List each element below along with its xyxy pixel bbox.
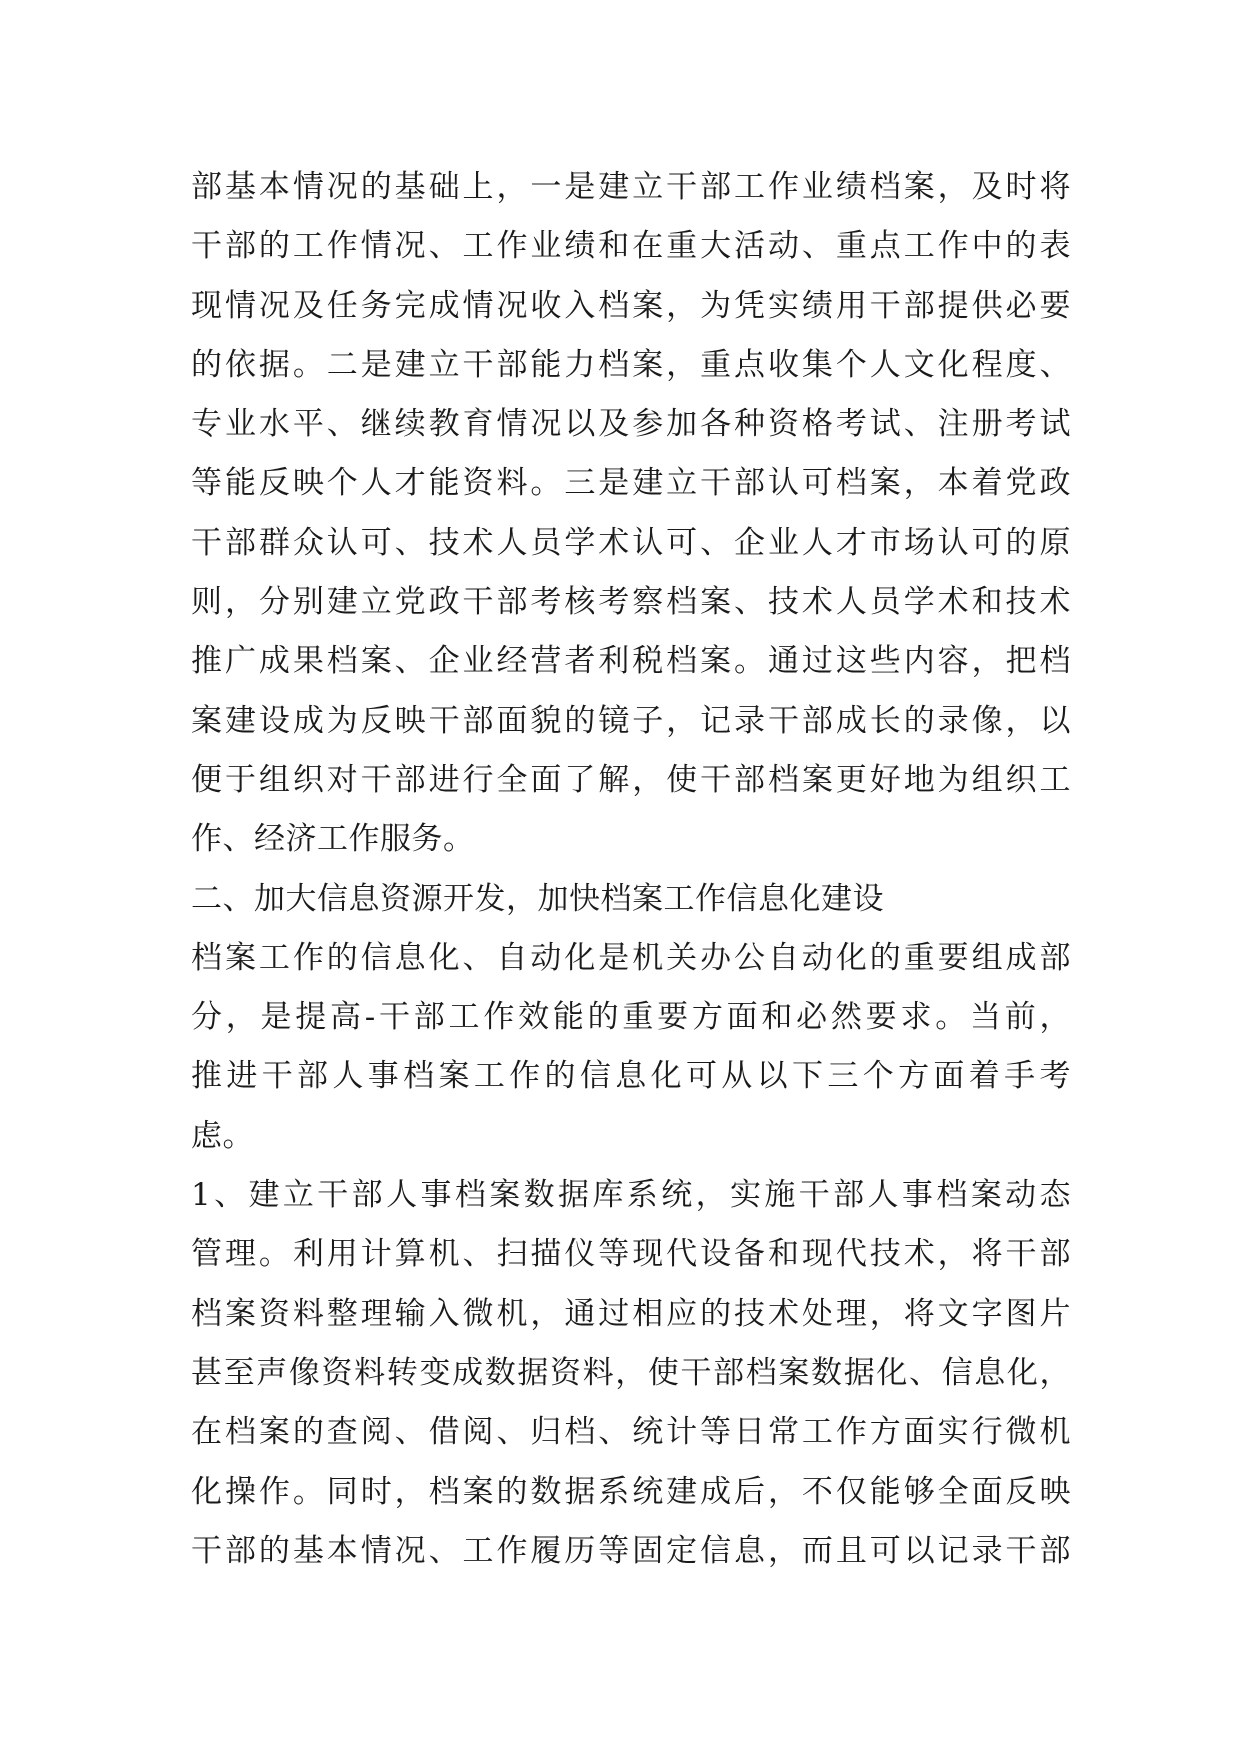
- text-line: 在档案的查阅、借阅、归档、统计等日常工作方面实行微机: [191, 1414, 1071, 1451]
- section-heading: 二、加大信息资源开发，加快档案工作信息化建设: [191, 880, 884, 917]
- text-line: 的依据。二是建立干部能力档案，重点收集个人文化程度、: [191, 346, 1071, 383]
- text-line: 推进干部人事档案工作的信息化可从以下三个方面着手考: [191, 1058, 1071, 1095]
- text-line: 干部的基本情况、工作履历等固定信息，而且可以记录干部: [191, 1532, 1071, 1569]
- text-line: 等能反映个人才能资料。三是建立干部认可档案，本着党政: [191, 465, 1071, 502]
- text-line: 部基本情况的基础上，一是建立干部工作业绩档案，及时将: [191, 169, 1071, 205]
- text-line: 则，分别建立党政干部考核考察档案、技术人员学术和技术: [191, 584, 1071, 621]
- text-line: 干部群众认可、技术人员学术认可、企业人才市场认可的原: [191, 524, 1071, 561]
- document-body: [191, 158, 1071, 1581]
- text-line: 专业水平、继续教育情况以及参加各种资格考试、注册考试: [191, 406, 1071, 443]
- text-line: 作、经济工作服务。: [191, 821, 475, 858]
- text-line: 案建设成为反映干部面貌的镜子，记录干部成长的录像，以: [191, 702, 1071, 739]
- text-line: 1、建立干部人事档案数据库系统，实施干部人事档案动态: [191, 1177, 1071, 1214]
- text-line: 便于组织对干部进行全面了解，使干部档案更好地为组织工: [191, 761, 1071, 798]
- text-line: 管理。利用计算机、扫描仪等现代设备和现代技术，将干部: [191, 1236, 1071, 1273]
- text-line: 档案工作的信息化、自动化是机关办公自动化的重要组成部: [191, 939, 1071, 976]
- text-line: 档案资料整理输入微机，通过相应的技术处理，将文字图片: [191, 1295, 1071, 1332]
- text-line: 推广成果档案、企业经营者利税档案。通过这些内容，把档: [191, 643, 1071, 680]
- text-line: 虑。: [191, 1117, 254, 1154]
- text-line: 干部的工作情况、工作业绩和在重大活动、重点工作中的表: [191, 228, 1071, 265]
- text-line: 现情况及任务完成情况收入档案，为凭实绩用干部提供必要: [191, 287, 1071, 324]
- text-line: 分，是提高-干部工作效能的重要方面和必然要求。当前，: [191, 999, 1071, 1036]
- text-line: 甚至声像资料转变成数据资料，使干部档案数据化、信息化，: [191, 1354, 1071, 1391]
- text-line: 化操作。同时，档案的数据系统建成后，不仅能够全面反映: [191, 1473, 1071, 1510]
